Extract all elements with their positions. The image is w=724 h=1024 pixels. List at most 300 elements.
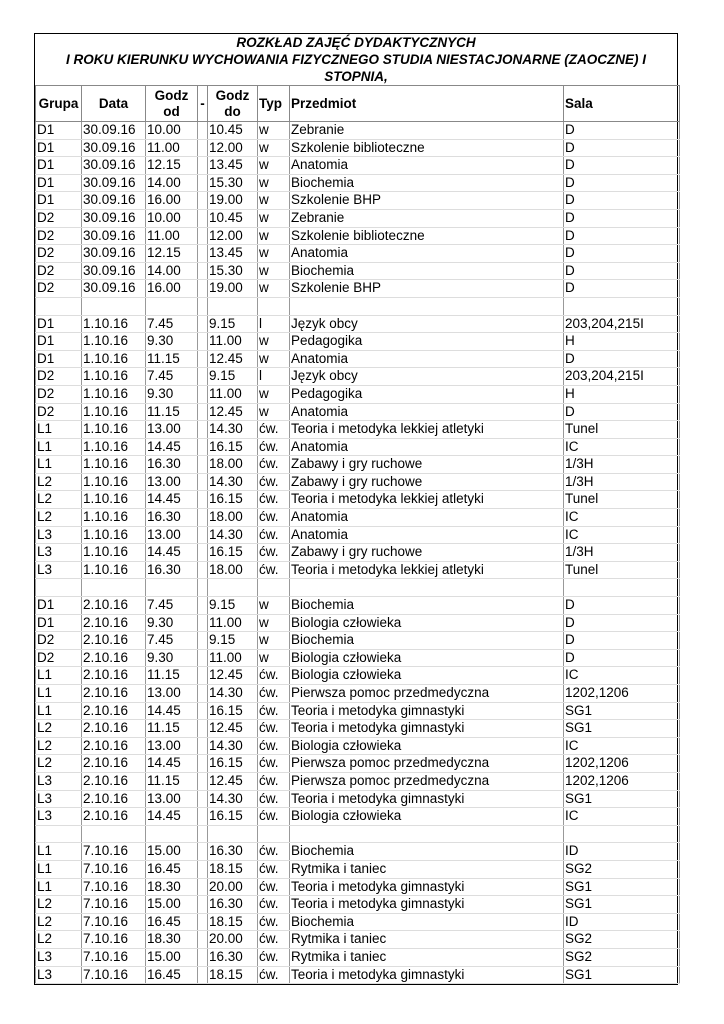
cell-data	[82, 297, 146, 315]
cell-data: 7.10.16	[82, 843, 146, 861]
cell-grupa: L2	[36, 755, 82, 773]
table-row	[36, 192, 680, 210]
table-row	[36, 685, 680, 703]
cell-grupa: D1	[36, 315, 82, 333]
cell-separator	[198, 174, 208, 192]
cell-data: 2.10.16	[82, 649, 146, 667]
cell-godz-do	[208, 579, 258, 597]
cell-przedmiot: Biochemia	[290, 843, 564, 861]
cell-grupa: D2	[36, 227, 82, 245]
cell-przedmiot: Teoria i metodyka gimnastyki	[290, 878, 564, 896]
table-row	[36, 755, 680, 773]
cell-godz-do: 16.30	[208, 843, 258, 861]
table-row	[36, 245, 680, 263]
table-row	[36, 526, 680, 544]
cell-grupa: D2	[36, 280, 82, 298]
cell-sala: D	[564, 157, 680, 175]
table-row	[36, 649, 680, 667]
cell-typ	[258, 825, 290, 843]
cell-separator	[198, 456, 208, 474]
cell-przedmiot: Szkolenie biblioteczne	[290, 227, 564, 245]
cell-sala: SG1	[564, 790, 680, 808]
table-row	[36, 966, 680, 984]
cell-separator	[198, 227, 208, 245]
cell-godz-od: 9.30	[146, 385, 198, 403]
cell-sala: IC	[564, 737, 680, 755]
table-row	[36, 509, 680, 527]
cell-godz-od: 9.30	[146, 614, 198, 632]
table-row	[36, 614, 680, 632]
cell-typ: ćw.	[258, 473, 290, 491]
cell-godz-od: 14.00	[146, 174, 198, 192]
cell-godz-od: 15.00	[146, 896, 198, 914]
cell-sala: H	[564, 333, 680, 351]
cell-godz-od: 18.30	[146, 878, 198, 896]
cell-typ: ćw.	[258, 526, 290, 544]
cell-separator	[198, 966, 208, 984]
cell-typ: ćw.	[258, 421, 290, 439]
cell-godz-od: 16.00	[146, 192, 198, 210]
table-row	[36, 948, 680, 966]
cell-typ: ćw.	[258, 509, 290, 527]
cell-sala: 1/3H	[564, 544, 680, 562]
cell-godz-od: 16.30	[146, 509, 198, 527]
cell-grupa: D2	[36, 649, 82, 667]
cell-separator	[198, 333, 208, 351]
cell-data: 1.10.16	[82, 526, 146, 544]
cell-godz-do	[208, 297, 258, 315]
cell-data: 1.10.16	[82, 491, 146, 509]
cell-separator	[198, 649, 208, 667]
cell-godz-od: 16.30	[146, 561, 198, 579]
cell-sala	[564, 825, 680, 843]
cell-separator	[198, 421, 208, 439]
header-godz-do-line2: do	[224, 103, 241, 119]
cell-godz-do: 18.00	[208, 456, 258, 474]
cell-godz-do: 16.15	[208, 491, 258, 509]
cell-data: 30.09.16	[82, 262, 146, 280]
cell-typ: ćw.	[258, 702, 290, 720]
cell-separator	[198, 737, 208, 755]
table-row	[36, 333, 680, 351]
cell-grupa: D1	[36, 192, 82, 210]
schedule-sheet	[34, 33, 678, 985]
cell-data: 30.09.16	[82, 174, 146, 192]
cell-sala: D	[564, 262, 680, 280]
table-row	[36, 227, 680, 245]
cell-grupa: L2	[36, 913, 82, 931]
cell-przedmiot: Język obcy	[290, 368, 564, 386]
blank-row	[36, 297, 680, 315]
cell-przedmiot: Anatomia	[290, 245, 564, 263]
cell-przedmiot: Pierwsza pomoc przedmedyczna	[290, 685, 564, 703]
cell-separator	[198, 544, 208, 562]
cell-separator	[198, 491, 208, 509]
cell-separator	[198, 808, 208, 826]
cell-przedmiot: Teoria i metodyka gimnastyki	[290, 720, 564, 738]
cell-separator	[198, 262, 208, 280]
table-row	[36, 702, 680, 720]
cell-grupa: L1	[36, 878, 82, 896]
cell-sala: SG2	[564, 948, 680, 966]
cell-sala: D	[564, 597, 680, 615]
cell-grupa: D2	[36, 632, 82, 650]
cell-separator	[198, 509, 208, 527]
cell-typ: ćw.	[258, 948, 290, 966]
cell-godz-od	[146, 297, 198, 315]
cell-data: 2.10.16	[82, 790, 146, 808]
cell-przedmiot: Biochemia	[290, 597, 564, 615]
cell-typ: ćw.	[258, 843, 290, 861]
cell-godz-do: 16.15	[208, 808, 258, 826]
cell-sala: 203,204,215I	[564, 368, 680, 386]
cell-typ: ćw.	[258, 913, 290, 931]
cell-typ: ćw.	[258, 808, 290, 826]
cell-separator	[198, 772, 208, 790]
cell-typ: w	[258, 139, 290, 157]
header-godz-do	[208, 86, 258, 122]
cell-typ: w	[258, 157, 290, 175]
cell-przedmiot: Teoria i metodyka gimnastyki	[290, 790, 564, 808]
blank-row	[36, 825, 680, 843]
cell-typ: w	[258, 245, 290, 263]
cell-separator	[198, 948, 208, 966]
cell-typ: w	[258, 333, 290, 351]
schedule-body	[36, 122, 680, 984]
cell-sala: SG2	[564, 931, 680, 949]
cell-data: 2.10.16	[82, 737, 146, 755]
cell-data: 2.10.16	[82, 720, 146, 738]
cell-godz-od: 11.15	[146, 350, 198, 368]
cell-grupa: L1	[36, 456, 82, 474]
cell-typ: ćw.	[258, 667, 290, 685]
cell-data: 1.10.16	[82, 315, 146, 333]
cell-data: 30.09.16	[82, 192, 146, 210]
cell-przedmiot: Zabawy i gry ruchowe	[290, 544, 564, 562]
cell-data: 7.10.16	[82, 896, 146, 914]
cell-sala: D	[564, 245, 680, 263]
cell-typ	[258, 297, 290, 315]
table-row	[36, 209, 680, 227]
cell-data: 7.10.16	[82, 948, 146, 966]
table-row	[36, 421, 680, 439]
cell-grupa	[36, 825, 82, 843]
cell-przedmiot: Pierwsza pomoc przedmedyczna	[290, 755, 564, 773]
cell-sala: ID	[564, 913, 680, 931]
cell-przedmiot: Szkolenie BHP	[290, 280, 564, 298]
cell-przedmiot: Biochemia	[290, 913, 564, 931]
cell-data: 1.10.16	[82, 473, 146, 491]
cell-godz-do: 14.30	[208, 421, 258, 439]
cell-przedmiot: Język obcy	[290, 315, 564, 333]
cell-separator	[198, 473, 208, 491]
cell-godz-do: 13.45	[208, 245, 258, 263]
cell-przedmiot: Rytmika i taniec	[290, 948, 564, 966]
cell-data: 2.10.16	[82, 755, 146, 773]
cell-sala: 1202,1206	[564, 772, 680, 790]
cell-godz-od: 13.00	[146, 473, 198, 491]
cell-godz-do: 19.00	[208, 280, 258, 298]
cell-grupa: L1	[36, 702, 82, 720]
cell-separator	[198, 192, 208, 210]
cell-separator	[198, 368, 208, 386]
cell-przedmiot: Pierwsza pomoc przedmedyczna	[290, 772, 564, 790]
cell-godz-od: 14.45	[146, 808, 198, 826]
cell-data: 1.10.16	[82, 350, 146, 368]
cell-godz-od: 14.45	[146, 438, 198, 456]
cell-grupa: L3	[36, 948, 82, 966]
cell-grupa: D2	[36, 368, 82, 386]
cell-przedmiot: Biochemia	[290, 262, 564, 280]
cell-godz-od: 16.45	[146, 966, 198, 984]
cell-grupa: L1	[36, 685, 82, 703]
table-row	[36, 561, 680, 579]
cell-sala: D	[564, 614, 680, 632]
cell-data: 30.09.16	[82, 280, 146, 298]
cell-grupa: D2	[36, 262, 82, 280]
cell-sala: D	[564, 139, 680, 157]
cell-godz-od: 7.45	[146, 597, 198, 615]
cell-godz-do: 14.30	[208, 526, 258, 544]
header-godz-od	[146, 86, 198, 122]
cell-separator	[198, 702, 208, 720]
cell-data: 1.10.16	[82, 385, 146, 403]
cell-data: 2.10.16	[82, 632, 146, 650]
cell-grupa	[36, 579, 82, 597]
cell-godz-do: 12.45	[208, 667, 258, 685]
cell-godz-do: 12.45	[208, 720, 258, 738]
cell-typ: w	[258, 174, 290, 192]
cell-grupa: L2	[36, 896, 82, 914]
cell-data: 7.10.16	[82, 913, 146, 931]
cell-typ: w	[258, 227, 290, 245]
cell-godz-od: 13.00	[146, 737, 198, 755]
cell-sala	[564, 297, 680, 315]
table-row	[36, 720, 680, 738]
cell-godz-do: 16.15	[208, 544, 258, 562]
table-row	[36, 491, 680, 509]
cell-sala: SG1	[564, 702, 680, 720]
cell-godz-od: 9.30	[146, 333, 198, 351]
cell-sala: SG1	[564, 966, 680, 984]
header-data: Data	[82, 86, 146, 122]
cell-data: 2.10.16	[82, 667, 146, 685]
cell-przedmiot: Teoria i metodyka lekkiej atletyki	[290, 491, 564, 509]
cell-separator	[198, 526, 208, 544]
cell-godz-do: 9.15	[208, 368, 258, 386]
cell-typ: w	[258, 385, 290, 403]
cell-typ: w	[258, 262, 290, 280]
cell-godz-od: 13.00	[146, 421, 198, 439]
cell-typ: ćw.	[258, 561, 290, 579]
cell-typ: w	[258, 632, 290, 650]
cell-godz-od: 13.00	[146, 790, 198, 808]
cell-godz-od: 13.00	[146, 685, 198, 703]
header-sala: Sala	[564, 86, 680, 122]
cell-typ: ćw.	[258, 772, 290, 790]
cell-typ: w	[258, 209, 290, 227]
cell-grupa: L2	[36, 931, 82, 949]
cell-przedmiot: Biologia człowieka	[290, 808, 564, 826]
cell-godz-od: 11.15	[146, 772, 198, 790]
cell-godz-do: 18.15	[208, 966, 258, 984]
cell-godz-do: 15.30	[208, 262, 258, 280]
cell-grupa: D1	[36, 122, 82, 140]
cell-data: 1.10.16	[82, 509, 146, 527]
cell-godz-do: 18.00	[208, 509, 258, 527]
cell-godz-od: 16.45	[146, 913, 198, 931]
cell-typ: w	[258, 403, 290, 421]
cell-godz-od: 14.45	[146, 491, 198, 509]
table-row	[36, 878, 680, 896]
cell-data: 2.10.16	[82, 772, 146, 790]
cell-sala: IC	[564, 438, 680, 456]
cell-typ: ćw.	[258, 755, 290, 773]
cell-godz-od: 11.15	[146, 403, 198, 421]
cell-separator	[198, 685, 208, 703]
cell-data: 1.10.16	[82, 421, 146, 439]
cell-typ: ćw.	[258, 438, 290, 456]
table-row	[36, 350, 680, 368]
table-row	[36, 931, 680, 949]
cell-grupa: D1	[36, 139, 82, 157]
cell-godz-do: 12.45	[208, 772, 258, 790]
cell-godz-od: 12.15	[146, 245, 198, 263]
table-row	[36, 438, 680, 456]
cell-separator	[198, 122, 208, 140]
cell-data: 7.10.16	[82, 966, 146, 984]
cell-godz-do: 11.00	[208, 649, 258, 667]
cell-godz-do: 16.15	[208, 702, 258, 720]
cell-sala: SG1	[564, 878, 680, 896]
cell-grupa: D1	[36, 157, 82, 175]
cell-sala: D	[564, 350, 680, 368]
cell-sala: SG1	[564, 896, 680, 914]
cell-godz-do: 14.30	[208, 685, 258, 703]
table-row	[36, 403, 680, 421]
cell-separator	[198, 209, 208, 227]
cell-sala: Tunel	[564, 421, 680, 439]
cell-sala: Tunel	[564, 491, 680, 509]
cell-grupa: L2	[36, 509, 82, 527]
header-godz-od-line2: od	[163, 103, 180, 119]
cell-godz-do: 19.00	[208, 192, 258, 210]
cell-przedmiot: Zabawy i gry ruchowe	[290, 473, 564, 491]
title-line-2: I ROKU KIERUNKU WYCHOWANIA FIZYCZNEGO STUDIA NIESTACJONARNE (ZAOCZNE) I	[66, 52, 646, 67]
cell-godz-do: 18.00	[208, 561, 258, 579]
cell-data: 2.10.16	[82, 614, 146, 632]
cell-godz-od: 12.15	[146, 157, 198, 175]
cell-data: 1.10.16	[82, 544, 146, 562]
cell-data: 1.10.16	[82, 333, 146, 351]
cell-grupa: D1	[36, 350, 82, 368]
cell-sala: 1/3H	[564, 473, 680, 491]
cell-separator	[198, 561, 208, 579]
table-row	[36, 790, 680, 808]
cell-sala: D	[564, 209, 680, 227]
cell-data	[82, 825, 146, 843]
cell-sala: D	[564, 280, 680, 298]
cell-typ: l	[258, 368, 290, 386]
cell-typ: w	[258, 614, 290, 632]
table-row	[36, 280, 680, 298]
cell-typ: w	[258, 122, 290, 140]
cell-typ: ćw.	[258, 456, 290, 474]
cell-data: 30.09.16	[82, 245, 146, 263]
cell-przedmiot: Zebranie	[290, 122, 564, 140]
cell-godz-od: 11.15	[146, 667, 198, 685]
table-row	[36, 597, 680, 615]
cell-separator	[198, 667, 208, 685]
cell-data: 1.10.16	[82, 438, 146, 456]
cell-data: 2.10.16	[82, 808, 146, 826]
cell-grupa: L1	[36, 843, 82, 861]
cell-przedmiot: Biochemia	[290, 632, 564, 650]
cell-godz-od: 11.00	[146, 139, 198, 157]
cell-godz-od: 16.30	[146, 456, 198, 474]
cell-grupa: D2	[36, 209, 82, 227]
cell-przedmiot: Anatomia	[290, 526, 564, 544]
cell-sala: IC	[564, 808, 680, 826]
cell-godz-od: 10.00	[146, 122, 198, 140]
cell-przedmiot: Zabawy i gry ruchowe	[290, 456, 564, 474]
cell-przedmiot: Teoria i metodyka lekkiej atletyki	[290, 561, 564, 579]
cell-typ: ćw.	[258, 878, 290, 896]
cell-godz-od: 14.45	[146, 755, 198, 773]
cell-data: 30.09.16	[82, 209, 146, 227]
cell-typ: ćw.	[258, 544, 290, 562]
cell-separator	[198, 843, 208, 861]
cell-sala: IC	[564, 509, 680, 527]
cell-godz-od: 11.15	[146, 720, 198, 738]
cell-typ: w	[258, 350, 290, 368]
cell-godz-od: 7.45	[146, 315, 198, 333]
cell-godz-do: 16.15	[208, 438, 258, 456]
cell-przedmiot: Szkolenie biblioteczne	[290, 139, 564, 157]
cell-grupa: D2	[36, 245, 82, 263]
cell-separator	[198, 632, 208, 650]
cell-przedmiot: Teoria i metodyka lekkiej atletyki	[290, 421, 564, 439]
cell-grupa: L2	[36, 491, 82, 509]
table-row	[36, 139, 680, 157]
cell-separator	[198, 913, 208, 931]
cell-typ: ćw.	[258, 790, 290, 808]
cell-godz-od: 16.45	[146, 860, 198, 878]
cell-sala: D	[564, 632, 680, 650]
cell-godz-do: 10.45	[208, 122, 258, 140]
cell-godz-do: 11.00	[208, 385, 258, 403]
cell-grupa: L2	[36, 737, 82, 755]
cell-godz-do: 20.00	[208, 878, 258, 896]
cell-godz-do: 18.15	[208, 913, 258, 931]
cell-sala	[564, 579, 680, 597]
cell-separator	[198, 350, 208, 368]
cell-separator	[198, 438, 208, 456]
cell-typ: ćw.	[258, 966, 290, 984]
cell-godz-od: 9.30	[146, 649, 198, 667]
cell-sala: Tunel	[564, 561, 680, 579]
cell-separator	[198, 385, 208, 403]
cell-przedmiot: Teoria i metodyka gimnastyki	[290, 896, 564, 914]
cell-godz-do: 16.30	[208, 896, 258, 914]
cell-grupa	[36, 297, 82, 315]
cell-grupa: L3	[36, 772, 82, 790]
cell-sala: IC	[564, 526, 680, 544]
table-row	[36, 157, 680, 175]
cell-godz-od: 11.00	[146, 227, 198, 245]
cell-godz-do: 16.15	[208, 755, 258, 773]
cell-godz-do: 12.00	[208, 139, 258, 157]
